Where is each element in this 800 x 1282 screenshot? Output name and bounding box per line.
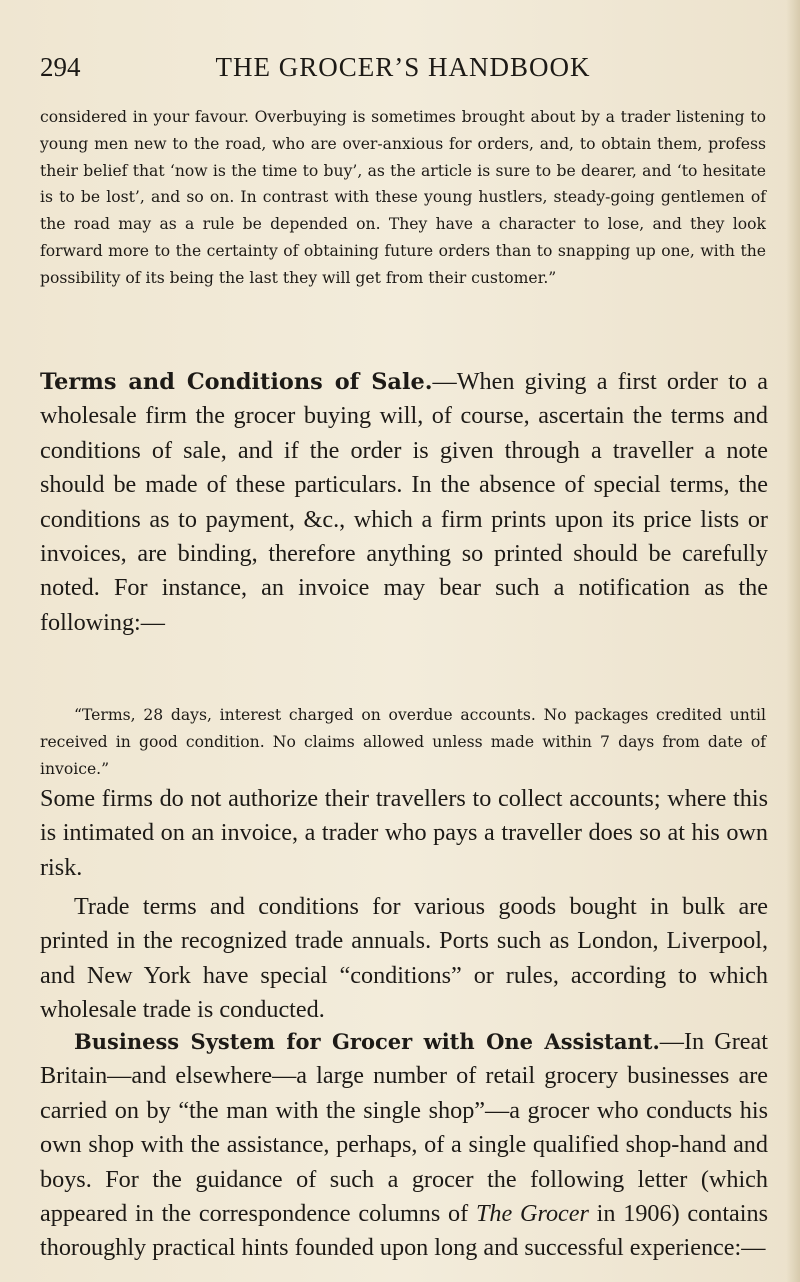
- paragraph-business-system: [40, 1025, 768, 1266]
- running-head: [40, 52, 766, 88]
- paragraph-collect-accounts: Some firms do not authorize their travellers to collect accounts; where this is intimated on an invoice, a trader who pays a traveller does so at his own risk.: [40, 785, 768, 881]
- invoice-notification-quote: “Terms, 28 days, interest charged on overdue accounts. No packages credited until received in good condition. No claims allowed unless made within 7 days from date of invoice.”: [40, 706, 766, 778]
- paragraph-text: —In Great Britain—and elsewhere—a large number of retail grocery businesses are carried on by “the man with the single shop”—a grocer who conducts his own shop with the assistance, perhaps, of a single qualified shop-hand and boys. For the guidance of such a grocer the following letter (which appeared in the correspondence columns of: [40, 1028, 768, 1228]
- paragraph-trade-terms: Trade terms and conditions for various goods bought in bulk are printed in the recognized trade annuals. Ports such as London, Liverpool, and New York have special “conditions” or rules, according to which wholesale trade is conducted.: [40, 893, 768, 1024]
- paragraph-quoted-advice: considered in your favour. Overbuying is sometimes brought about by a trader listening to young men new to the road, who are over-anxious for orders, and, to obtain them, profess their belief that ‘now is the time to buy’, as the article is sure to be dearer, and ‘to hesitate is to be lost’, and so on. In contrast with these young hustlers, steady-going gentlemen of the road may as a rule be depended on. They have a character to lose, and they look forward more to the certainty of obtaining future orders than to snapping up one, with the possibility of its being the last they will get from their customer.”: [40, 108, 766, 287]
- paragraph-terms-and-conditions: [40, 365, 768, 640]
- paragraph-text: —When giving a first order to a wholesale firm the grocer buying will, of course, ascertain the terms and conditions of sale, and if the order is given through a traveller a note should be made of these particulars. In the absence of special terms, the conditions as to payment, &c., which a firm prints upon its price lists or invoices, are binding, therefore anything so printed should be carefully noted. For instance, an invoice may bear such a notification as the following:—: [40, 368, 768, 636]
- paragraph-text: in 1906) contains thoroughly practical hints founded upon long and successful experience:—: [40, 1200, 768, 1262]
- section-heading-business-system: Business System for Grocer with One Assistant.: [74, 1029, 660, 1054]
- section-heading-terms: Terms and Conditions of Sale.: [40, 369, 433, 395]
- periodical-title: The Grocer: [475, 1200, 589, 1228]
- page-number: 294: [40, 52, 81, 82]
- page-edge-shadow: [786, 0, 800, 1282]
- book-title: THE GROCER’S HANDBOOK: [215, 52, 591, 82]
